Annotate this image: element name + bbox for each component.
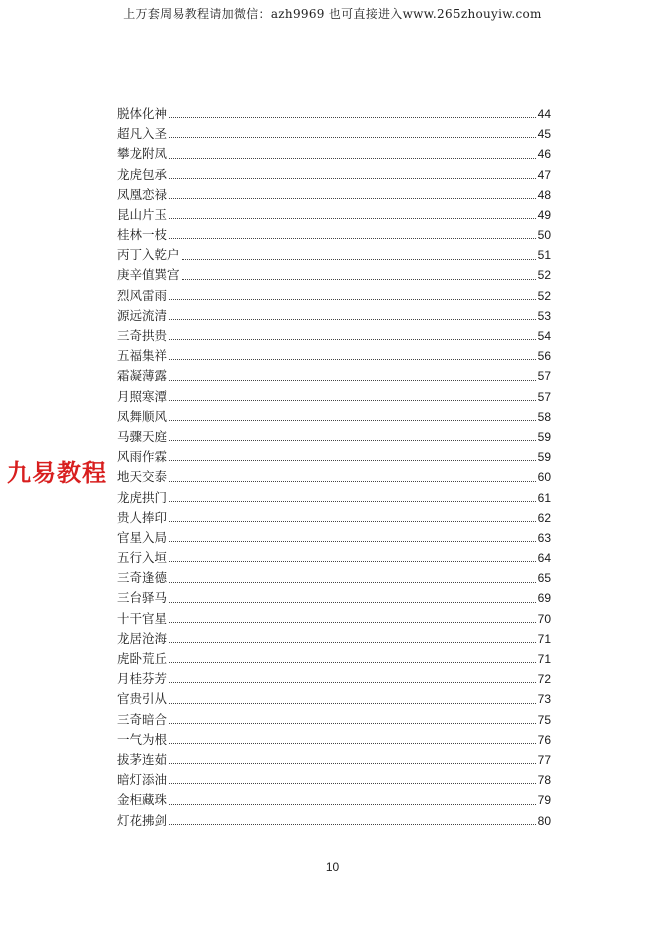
toc-entry-page: 73 — [537, 692, 551, 707]
toc-entry — [117, 165, 551, 185]
toc-entry-title: 脱体化神 — [117, 105, 168, 121]
toc-entry — [117, 730, 551, 750]
toc-entry — [117, 286, 551, 306]
toc-entry-title: 昆山片玉 — [117, 206, 168, 222]
dot-leader — [169, 338, 536, 340]
toc-entry-title: 三奇逢德 — [117, 570, 168, 586]
toc-entry — [117, 609, 551, 629]
dot-leader — [169, 702, 536, 704]
toc-entry-title: 官贵引从 — [117, 691, 168, 707]
toc-entry — [117, 306, 551, 326]
toc-entry-title: 丙丁入乾户 — [117, 247, 180, 263]
toc-entry-page: 62 — [537, 510, 551, 525]
toc-entry-title: 月桂芬芳 — [117, 671, 168, 687]
toc-entry-page: 77 — [537, 752, 551, 767]
toc-entry-page: 71 — [537, 631, 551, 646]
dot-leader — [169, 157, 536, 159]
toc-entry-page: 52 — [537, 268, 551, 283]
toc-entry-title: 一气为根 — [117, 731, 168, 747]
toc-entry-page: 64 — [537, 551, 551, 566]
toc-entry — [117, 710, 551, 730]
toc-entry-page: 71 — [537, 652, 551, 667]
toc-entry — [117, 629, 551, 649]
toc-entry-page: 63 — [537, 530, 551, 545]
toc-entry-page: 57 — [537, 369, 551, 384]
toc-entry-title: 龙虎包承 — [117, 166, 168, 182]
watermark-logo: 九易教程 — [5, 453, 109, 488]
toc-entry — [117, 124, 551, 144]
toc-entry — [117, 528, 551, 548]
dot-leader — [169, 661, 536, 663]
dot-leader — [169, 217, 536, 219]
toc-entry-page: 45 — [537, 127, 551, 142]
dot-leader — [182, 278, 536, 280]
dot-leader — [169, 641, 536, 643]
toc-entry-page: 80 — [537, 813, 551, 828]
dot-leader — [169, 742, 536, 744]
toc-entry — [117, 266, 551, 286]
toc-entry — [117, 225, 551, 245]
dot-leader — [169, 823, 536, 825]
dot-leader — [169, 803, 536, 805]
toc-entry-page: 47 — [537, 167, 551, 182]
toc-entry-title: 官星入局 — [117, 529, 168, 545]
toc-entry-page: 58 — [537, 409, 551, 424]
toc-entry-title: 贵人捧印 — [117, 509, 168, 525]
toc-entry-page: 70 — [537, 611, 551, 626]
toc-entry — [117, 790, 551, 810]
dot-leader — [169, 540, 536, 542]
dot-leader — [169, 318, 536, 320]
toc-entry-page: 59 — [537, 450, 551, 465]
dot-leader — [182, 258, 536, 260]
toc-entry-page: 79 — [537, 793, 551, 808]
toc-entry-page: 78 — [537, 773, 551, 788]
toc-entry-page: 52 — [537, 288, 551, 303]
toc-entry-page: 61 — [537, 490, 551, 505]
toc-entry — [117, 387, 551, 407]
dot-leader — [169, 136, 536, 138]
toc-entry-page: 76 — [537, 732, 551, 747]
toc-entry-title: 五行入垣 — [117, 550, 168, 566]
toc-entry-title: 十干官星 — [117, 610, 168, 626]
toc-entry-page: 59 — [537, 429, 551, 444]
toc-entry-title: 虎卧荒丘 — [117, 651, 168, 667]
toc-entry-page: 57 — [537, 389, 551, 404]
toc-entry-title: 拔茅连茹 — [117, 751, 168, 767]
toc-entry-page: 51 — [537, 248, 551, 263]
toc-entry-page: 56 — [537, 349, 551, 364]
toc-entry-page: 53 — [537, 308, 551, 323]
toc-entry-page: 54 — [537, 329, 551, 344]
dot-leader — [169, 358, 536, 360]
toc-entry-page: 72 — [537, 672, 551, 687]
toc-entry-page: 48 — [537, 187, 551, 202]
toc-entry — [117, 326, 551, 346]
dot-leader — [169, 782, 536, 784]
toc-entry — [117, 407, 551, 427]
dot-leader — [169, 379, 536, 381]
dot-leader — [169, 581, 536, 583]
toc-entry-title: 月照寒潭 — [117, 388, 168, 404]
toc-entry-title: 龙居沧海 — [117, 630, 168, 646]
toc-entry-page: 65 — [537, 571, 551, 586]
dot-leader — [169, 500, 536, 502]
toc-entry-title: 金柜藏珠 — [117, 792, 168, 808]
toc-entry-title: 凤舞顺风 — [117, 408, 168, 424]
toc-entry-title: 风雨作霖 — [117, 449, 168, 465]
dot-leader — [169, 197, 536, 199]
page-number: 10 — [325, 860, 340, 874]
toc-entry-title: 霜凝薄露 — [117, 368, 168, 384]
toc-entry — [117, 447, 551, 467]
toc-entry-title: 三奇暗合 — [117, 711, 168, 727]
toc-entry — [117, 205, 551, 225]
toc-entry-page: 69 — [537, 591, 551, 606]
dot-leader — [169, 560, 536, 562]
toc-entry — [117, 649, 551, 669]
toc-entry — [117, 346, 551, 366]
toc-entry-page: 49 — [537, 207, 551, 222]
toc-entry-page: 60 — [537, 470, 551, 485]
page-header: 上万套周易教程请加微信：azh9969 也可直接进入www.265zhouyiw.com — [123, 7, 542, 21]
dot-leader — [169, 520, 536, 522]
dot-leader — [169, 439, 536, 441]
toc-entry — [117, 508, 551, 528]
dot-leader — [169, 722, 536, 724]
toc-entry — [117, 568, 551, 588]
dot-leader — [169, 459, 536, 461]
toc-entry-title: 地天交泰 — [117, 469, 168, 485]
dot-leader — [169, 601, 536, 603]
toc-entry-title: 五福集祥 — [117, 348, 168, 364]
toc-entry-title: 烈风雷雨 — [117, 287, 168, 303]
toc-entry-title: 马骤天庭 — [117, 428, 168, 444]
toc-entry — [117, 488, 551, 508]
dot-leader — [169, 399, 536, 401]
toc-entry-title: 桂林一枝 — [117, 227, 168, 243]
toc-entry-title: 三台驿马 — [117, 590, 168, 606]
toc-entry-page: 46 — [537, 147, 551, 162]
dot-leader — [169, 480, 536, 482]
toc-entry — [117, 185, 551, 205]
toc-entry-title: 龙虎拱门 — [117, 489, 168, 505]
toc-entry — [117, 770, 551, 790]
toc-entry-title: 凤凰恋禄 — [117, 186, 168, 202]
toc-entry — [117, 366, 551, 386]
toc-entry — [117, 811, 551, 831]
dot-leader — [169, 177, 536, 179]
toc-entry — [117, 548, 551, 568]
toc-entry — [117, 104, 551, 124]
toc-entry-title: 源远流清 — [117, 307, 168, 323]
toc-entry — [117, 589, 551, 609]
dot-leader — [169, 237, 536, 239]
dot-leader — [169, 419, 536, 421]
toc-entry — [117, 669, 551, 689]
toc-entry — [117, 689, 551, 709]
toc-entry — [117, 144, 551, 164]
dot-leader — [169, 762, 536, 764]
toc-entry-page: 44 — [537, 106, 551, 121]
toc-entry-title: 庚辛值巽宫 — [117, 267, 180, 283]
dot-leader — [169, 298, 536, 300]
table-of-contents — [117, 104, 551, 831]
toc-entry-title: 三奇拱贵 — [117, 328, 168, 344]
dot-leader — [169, 681, 536, 683]
dot-leader — [169, 621, 536, 623]
toc-entry-title: 灯花拂剑 — [117, 812, 168, 828]
toc-entry — [117, 750, 551, 770]
toc-entry-title: 暗灯添油 — [117, 772, 168, 788]
toc-entry-title: 超凡入圣 — [117, 126, 168, 142]
toc-entry — [117, 245, 551, 265]
toc-entry-title: 攀龙附凤 — [117, 146, 168, 162]
toc-entry — [117, 467, 551, 487]
toc-entry — [117, 427, 551, 447]
toc-entry-page: 75 — [537, 712, 551, 727]
toc-entry-page: 50 — [537, 228, 551, 243]
dot-leader — [169, 116, 536, 118]
